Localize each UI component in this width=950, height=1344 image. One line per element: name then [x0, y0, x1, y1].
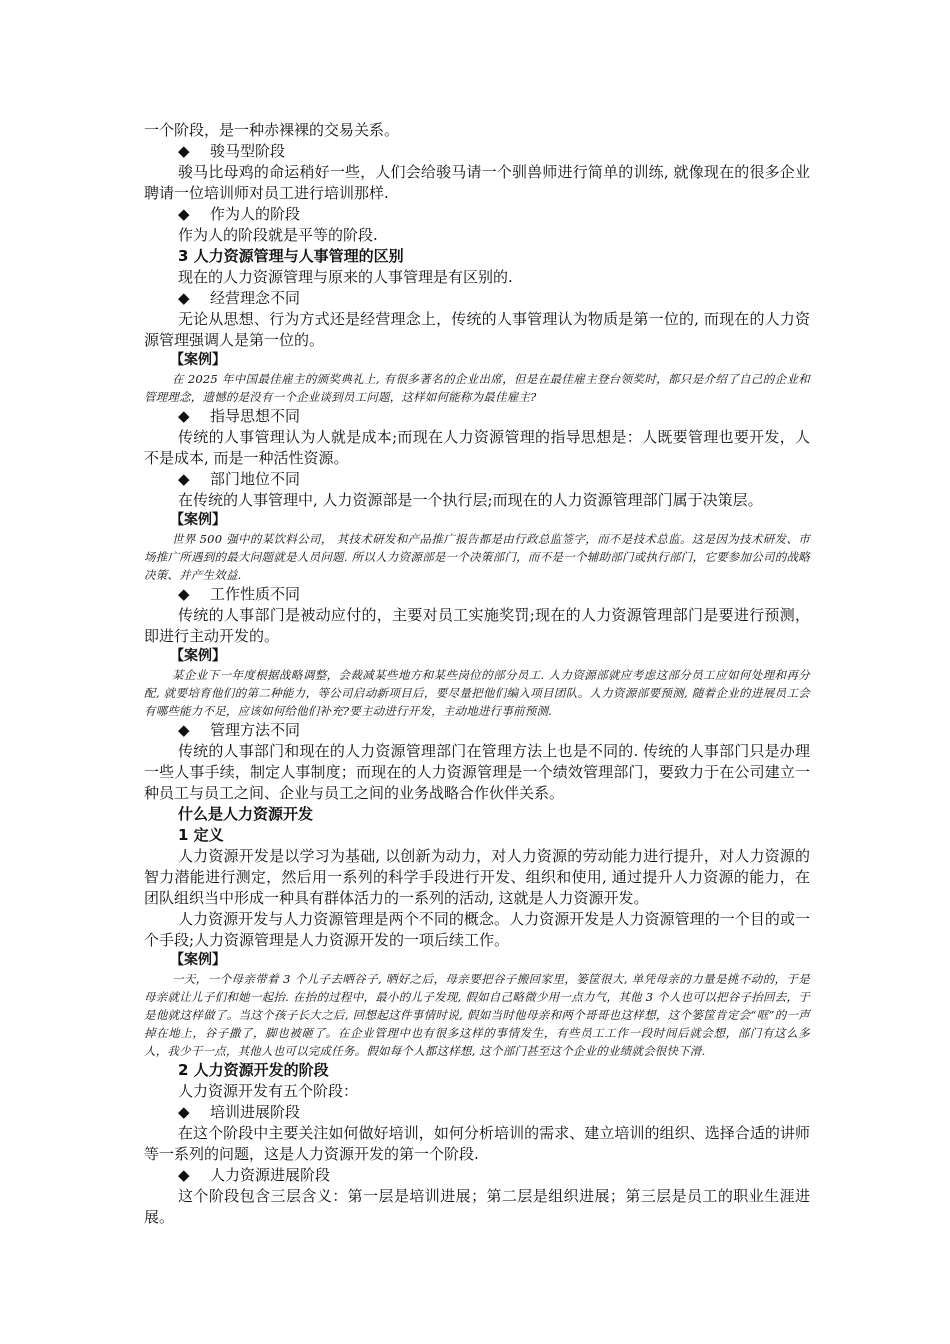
diamond-bullet-icon: ◆ [178, 585, 190, 603]
case-label: 【案例】 [170, 648, 226, 664]
bullet-text: 培训进展阶段 [210, 1103, 301, 1121]
paragraph: 在这个阶段中主要关注如何做好培训，如何分析培训的需求、建立培训的组织、选择合适的讲师等一系列的问题，这是人力资源开发的第一个阶段. [144, 1124, 810, 1163]
bullet-item [144, 1165, 810, 1186]
case-label: 【案例】 [170, 512, 226, 528]
case-text: 一天，一个母亲带着 3 个儿子去晒谷子, 晒好之后，母亲要把谷子搬回家里，篓筐很大, 单凭母亲的力量是挑不动的，于是母亲就让儿子们和她一起抬. 在抬的过程中，最小的儿子发现, 假如自己略微少用一点力气，其他 3 个人也可以把谷子抬回去，于是他就这样做了。当这个孩子长大之后, 回想起这件事情时说, 假如当时他母亲和两个哥哥也这样想，这个篓筐肯定会“哐”的一声掉在地上，谷子撒了，脚也被砸了。在企业管理中也有很多这样的事情发生，有些员工工作一段时间后就会想，部门有这么多人，我少干一点，其他人也可以完成任务。假如每个人都这样想, 这个部门甚至这个企业的业绩就会很快下滑. [144, 972, 810, 1058]
bullet-item [144, 584, 810, 605]
paragraph: 传统的人事部门是被动应付的，主要对员工实施奖罚;现在的人力资源管理部门是要进行预测，即进行主动开发的。 [144, 606, 810, 645]
paragraph: 在传统的人事管理中, 人力资源部是一个执行层;而现在的人力资源管理部门属于决策层。 [178, 491, 763, 509]
case-text: 某企业下一年度根据战略调整，会裁减某些地方和某些岗位的部分员工. 人力资源部就应考虑这部分员工应如何处理和再分配, 就要培育他们的第二种能力，等公司启动新项目后，要尽量把他们编入项目团队。人力资源部要预测, 随着企业的进展员工会有哪些能力不足，应该如何给他们补充?要主动进行开发，主动地进行事前预测. [144, 668, 810, 718]
paragraph: 传统的人事部门和现在的人力资源管理部门在管理方法上也是不同的. 传统的人事部门只是办理一些人事手续，制定人事制度；而现在的人力资源管理是一个绩效管理部门，要致力于在公司建立一种员工与员工之间、企业与员工之间的业务战略合作伙伴关系。 [144, 742, 810, 802]
paragraph: 骏马比母鸡的命运稍好一些，人们会给骏马请一个驯兽师进行简单的训练, 就像现在的很多企业聘请一位培训师对员工进行培训那样. [144, 163, 810, 202]
document-body [144, 120, 810, 1228]
paragraph: 传统的人事管理认为人就是成本;而现在人力资源管理的指导思想是：人既要管理也要开发，人不是成本, 而是一种活性资源。 [144, 428, 810, 467]
diamond-bullet-icon: ◆ [178, 721, 190, 739]
diamond-bullet-icon: ◆ [178, 205, 190, 223]
case-text: 在 2025 年中国最佳雇主的颁奖典礼上, 有很多著名的企业出席，但是在最佳雇主登台领奖时，都只是介绍了自己的企业和管理理念，遗憾的是没有一个企业谈到员工问题，这样如何能称为最佳雇主? [144, 372, 810, 404]
bullet-item [144, 406, 810, 427]
paragraph: 一个阶段，是一种赤裸裸的交易关系。 [144, 121, 400, 139]
diamond-bullet-icon: ◆ [178, 289, 190, 307]
section-heading: 2 人力资源开发的阶段 [178, 1061, 329, 1079]
bullet-item [144, 469, 810, 490]
paragraph: 人力资源开发是以学习为基础, 以创新为动力，对人力资源的劳动能力进行提升，对人力资源的智力潜能进行测定，然后用一系列的科学手段进行开发、组织和使用, 通过提升人力资源的能力，在团队组织当中形成一种具有群体活力的一系列的活动, 这就是人力资源开发。 [144, 847, 810, 907]
paragraph: 现在的人力资源管理与原来的人事管理是有区别的. [178, 268, 513, 286]
diamond-bullet-icon: ◆ [178, 470, 190, 488]
paragraph: 人力资源开发有五个阶段： [178, 1082, 359, 1100]
bullet-item [144, 288, 810, 309]
section-heading: 1 定义 [178, 826, 224, 844]
bullet-text: 指导思想不同 [210, 407, 301, 425]
paragraph: 作为人的阶段就是平等的阶段. [178, 226, 378, 244]
case-text: 世界 500 强中的某饮料公司， 其技术研发和产品推广报告都是由行政总监签字，而不是技术总监。这是因为技术研发、市场推广所遇到的最大问题就是人员问题. 所以人力资源部是一个决策部门，而不是一个辅助部门或执行部门，它要参加公司的战略决策、并产生效益. [144, 532, 810, 582]
bullet-item [144, 720, 810, 741]
bullet-text: 工作性质不同 [210, 585, 301, 603]
bullet-text: 部门地位不同 [210, 470, 301, 488]
paragraph: 无论从思想、行为方式还是经营理念上，传统的人事管理认为物质是第一位的, 而现在的人力资源管理强调人是第一位的。 [144, 310, 810, 349]
section-heading: 什么是人力资源开发 [178, 805, 314, 823]
bullet-item [144, 141, 810, 162]
bullet-text: 作为人的阶段 [210, 205, 301, 223]
case-label: 【案例】 [170, 952, 226, 968]
bullet-item [144, 204, 810, 225]
paragraph: 这个阶段包含三层含义：第一层是培训进展；第二层是组织进展；第三层是员工的职业生涯进展。 [144, 1187, 810, 1226]
bullet-text: 管理方法不同 [210, 721, 301, 739]
diamond-bullet-icon: ◆ [178, 407, 190, 425]
bullet-text: 骏马型阶段 [210, 142, 286, 160]
diamond-bullet-icon: ◆ [178, 1103, 190, 1121]
diamond-bullet-icon: ◆ [178, 1166, 190, 1184]
bullet-item [144, 1102, 810, 1123]
section-heading: 3 人力资源管理与人事管理的区别 [178, 247, 404, 265]
diamond-bullet-icon: ◆ [178, 142, 190, 160]
bullet-text: 经营理念不同 [210, 289, 301, 307]
paragraph: 人力资源开发与人力资源管理是两个不同的概念。人力资源开发是人力资源管理的一个目的或一个手段;人力资源管理是人力资源开发的一项后续工作。 [144, 910, 810, 949]
case-label: 【案例】 [170, 352, 226, 368]
bullet-text: 人力资源进展阶段 [210, 1166, 331, 1184]
